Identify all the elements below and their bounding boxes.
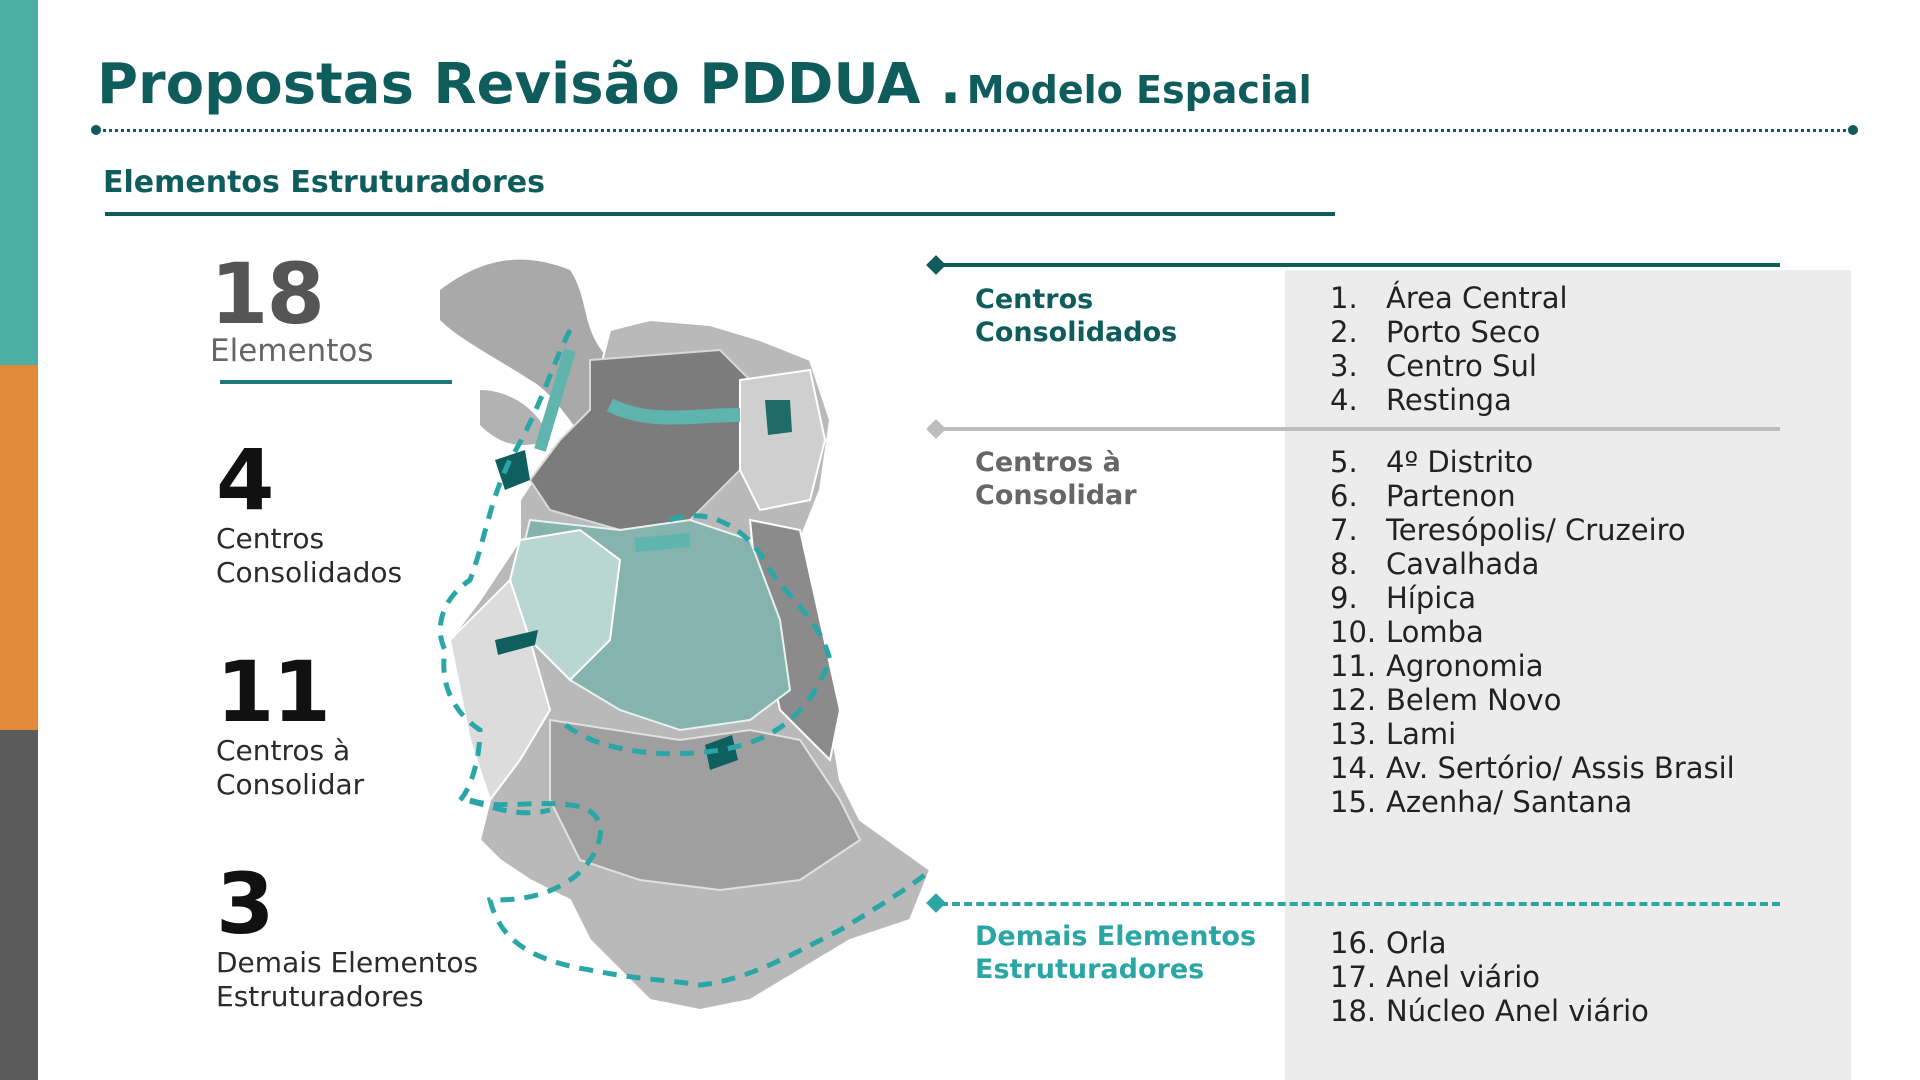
list-item: 3. Centro Sul	[1330, 349, 1537, 383]
stat-total-underline	[220, 380, 452, 384]
stat-demais-label-line2: Estruturadores	[216, 980, 424, 1013]
list-item: 10. Lomba	[1330, 615, 1484, 649]
list-consolidados	[1330, 281, 1568, 417]
stat-consolidados	[216, 431, 403, 590]
stat-consolidados-number: 4	[216, 431, 273, 529]
list-item: 14. Av. Sertório/ Assis Brasil	[1330, 751, 1735, 785]
list-item: 2. Porto Seco	[1330, 315, 1541, 349]
map-east-districts	[740, 370, 825, 510]
stat-total	[210, 245, 374, 369]
section-rule	[105, 212, 1335, 216]
city-map	[420, 240, 950, 1010]
category-consolidar	[975, 446, 1275, 512]
category-consolidados	[975, 283, 1275, 349]
stat-demais-label-line1: Demais Elementos	[216, 946, 479, 979]
list-item: 9. Hípica	[1330, 581, 1477, 615]
list-item: 16. Orla	[1330, 926, 1447, 960]
list-item: 17. Anel viário	[1330, 960, 1541, 994]
map-axis-partenon	[635, 540, 690, 545]
category-rule-2	[940, 427, 1780, 431]
category-rule-1	[940, 263, 1780, 267]
list-item: 15. Azenha/ Santana	[1330, 785, 1633, 819]
list-item: 8. Cavalhada	[1330, 547, 1540, 581]
page-title	[97, 52, 1312, 117]
list-item: 7. Teresópolis/ Cruzeiro	[1330, 513, 1686, 547]
stat-total-number: 18	[210, 245, 323, 343]
stat-consolidar	[216, 643, 365, 802]
section-title: Elementos Estruturadores	[103, 165, 546, 200]
stat-consolidados-label-line1: Centros	[216, 522, 325, 555]
category-demais	[975, 920, 1275, 986]
category-consolidados-line1: Centros	[975, 284, 1094, 315]
list-item: 1. Área Central	[1330, 281, 1568, 315]
stat-consolidados-label-line2: Consolidados	[216, 556, 403, 589]
list-item: 5. 4º Distrito	[1330, 445, 1534, 479]
category-consolidar-line1: Centros à	[975, 447, 1121, 478]
list-item: 18. Núcleo Anel viário	[1330, 994, 1649, 1028]
stat-consolidar-number: 11	[216, 643, 329, 741]
category-consolidados-line2: Consolidados	[975, 317, 1178, 348]
list-item: 12. Belem Novo	[1330, 683, 1562, 717]
stat-consolidar-label-line1: Centros à	[216, 734, 351, 767]
stat-demais-number: 3	[216, 855, 273, 953]
category-demais-line1: Demais Elementos	[975, 921, 1257, 952]
title-sub: Modelo Espacial	[966, 68, 1312, 112]
list-consolidar	[1330, 445, 1735, 819]
category-consolidar-line2: Consolidar	[975, 480, 1137, 511]
list-item: 6. Partenon	[1330, 479, 1516, 513]
rule-dot-right	[1848, 125, 1858, 135]
side-strip-gray	[0, 730, 38, 1080]
list-item: 4. Restinga	[1330, 383, 1512, 417]
side-strip-teal	[0, 0, 38, 365]
list-demais	[1330, 926, 1649, 1028]
map-center-porto-seco	[765, 400, 792, 435]
list-item: 11. Agronomia	[1330, 649, 1544, 683]
stat-total-label: Elementos	[210, 333, 374, 369]
title-dotted-rule	[96, 129, 1852, 132]
side-strip-orange	[0, 365, 38, 730]
stat-consolidar-label-line2: Consolidar	[216, 768, 365, 801]
category-rule-3	[940, 902, 1780, 906]
list-item: 13. Lami	[1330, 717, 1457, 751]
category-demais-line2: Estruturadores	[975, 954, 1205, 985]
rule-dot-left	[91, 125, 101, 135]
title-main: Propostas Revisão PDDUA .	[97, 52, 962, 117]
